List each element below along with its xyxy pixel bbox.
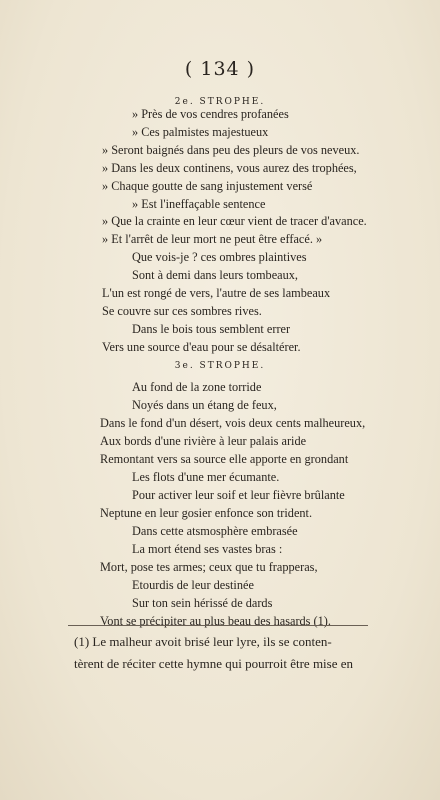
verse-line: Dans cette atsmosphère embrasée (132, 524, 298, 538)
verse-line: » Est l'ineffaçable sentence (132, 197, 266, 211)
verse-line: Sur ton sein hérissé de dards (132, 596, 273, 610)
verse-line: » Près de vos cendres profanées (132, 107, 289, 121)
footnote-line: tèrent de réciter cette hymne qui pourroit être mise en (74, 656, 354, 671)
verse-line: Les flots d'une mer écumante. (132, 470, 280, 484)
verse-line: Etourdis de leur destinée (132, 578, 254, 592)
verse-line: Pour activer leur soif et leur fièvre brûlante (132, 488, 345, 502)
verse-line: » Que la crainte en leur cœur vient de tracer d'avance. (102, 214, 367, 228)
verse-line: L'un est rongé de vers, l'autre de ses lambeaux (102, 286, 331, 300)
page-number: ( 134 ) (184, 58, 256, 80)
verse-line: Dans le fond d'un désert, vois deux cents malheureux, (100, 416, 366, 430)
verse-line: » Seront baignés dans peu des pleurs de vos neveux. (102, 143, 360, 157)
verse-line: Vers une source d'eau pour se désaltérer. (102, 340, 301, 354)
strophe-3-heading: 3e. STROPHE. (174, 361, 266, 371)
verse-line: » Chaque goutte de sang injustement versé (102, 179, 313, 193)
verse-line: Au fond de la zone torride (132, 380, 262, 394)
verse-line: La mort étend ses vastes bras : (132, 542, 283, 556)
verse-line: » Ces palmistes majestueux (132, 125, 269, 139)
verse-line: Se couvre sur ces sombres rives. (102, 304, 262, 318)
verse-line: Dans le bois tous semblent errer (132, 322, 291, 336)
footnote-rule (68, 625, 368, 626)
verse-line: Que vois-je ? ces ombres plaintives (132, 250, 307, 264)
verse-line: Sont à demi dans leurs tombeaux, (132, 268, 298, 282)
verse-line: Aux bords d'une rivière à leur palais aride (100, 434, 307, 448)
verse-line: Mort, pose tes armes; ceux que tu frapperas, (100, 560, 318, 574)
verse-line: » Et l'arrêt de leur mort ne peut être effacé. » (102, 232, 323, 246)
verse-line: » Dans les deux continens, vous aurez des trophées, (102, 161, 357, 175)
strophe-2-heading: 2e. STROPHE. (174, 97, 266, 107)
footnote-line: (1) Le malheur avoit brisé leur lyre, ils se conten- (74, 634, 332, 649)
verse-line: Remontant vers sa source elle apporte en grondant (100, 452, 349, 466)
verse-line: Neptune en leur gosier enfonce son trident. (100, 506, 313, 520)
verse-line: Vont se précipiter au plus beau des hasards (1). (100, 614, 331, 628)
verse-line: Noyés dans un étang de feux, (132, 398, 277, 412)
